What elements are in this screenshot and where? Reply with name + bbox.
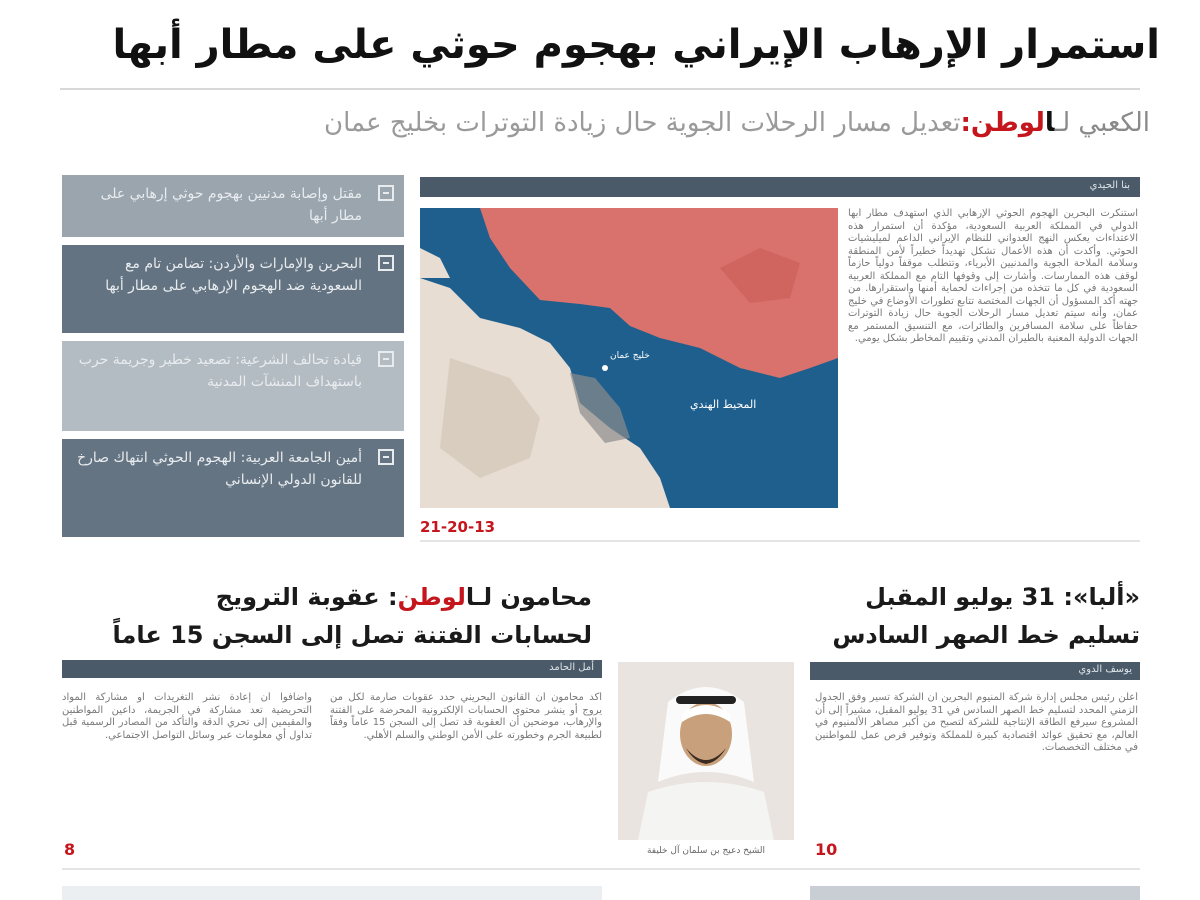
side-box-text: قيادة تحالف الشرعية: تصعيد خطير وجريمة حرب باستهداف المنشآت المدنية: [78, 352, 362, 390]
article-right-section-label: يوسف الدوي: [1078, 664, 1132, 675]
brand-red: لوطن: [970, 108, 1045, 138]
brand-prefix: ا: [1044, 108, 1055, 138]
main-article-divider: [420, 540, 1140, 542]
side-box-3[interactable]: [62, 341, 404, 431]
main-article-section-label: بنا الحيدي: [1089, 180, 1130, 191]
side-box-text: مقتل وإصابة مدنيين بهجوم حوثي إرهابي على مطار أبها: [100, 186, 362, 224]
article-right-title-line1: «ألبا»: 31 يوليو المقبل: [865, 583, 1140, 611]
checkbox-icon: [378, 449, 394, 465]
subhead-separator: :: [960, 108, 971, 138]
side-box-4[interactable]: [62, 439, 404, 537]
side-box-2[interactable]: [62, 245, 404, 333]
checkbox-icon: [378, 255, 394, 271]
subhead-rest: تعديل مسار الرحلات الجوية حال زيادة التوترات بخليج عمان: [324, 108, 961, 138]
title-lead: محامون لـ: [474, 583, 592, 611]
article-left-bar: [62, 660, 602, 678]
checkbox-icon: [378, 351, 394, 367]
article-left-column-2: وأضافوا أن إعادة نشر التغريدات أو مشاركة المواد التحريضية تعد مشاركة في الجريمة، داعين المواطنين والمقيمين إلى تحري الدقة والتأكد من المصادر الرسمية قبل تداول أي معلومات عبر وسائل التواصل الاجتماعي.: [62, 692, 312, 741]
brand-prefix: ا: [465, 583, 475, 611]
side-box-1[interactable]: [62, 175, 404, 237]
article-right-bar: [810, 662, 1140, 680]
portrait-photo: [618, 662, 794, 840]
portrait-caption: الشيخ دعيج بن سلمان آل خليفة: [646, 846, 766, 856]
map-graphic: [420, 208, 838, 508]
main-article-bar: [420, 177, 1140, 197]
next-article-strip-right: [810, 886, 1140, 900]
gulf-region-map: [420, 208, 838, 508]
subhead-lead: الكعبي لـ: [1054, 108, 1150, 138]
checkbox-icon: [378, 185, 394, 201]
article-left-title-line1: [60, 578, 592, 616]
article-left-title-line2: لحسابات الفتنة تصل إلى السجن 15 عاماً: [112, 621, 592, 649]
side-box-text: أمين الجامعة العربية: الهجوم الحوثي انتهاك صارخ للقانون الدولي الإنساني: [77, 450, 362, 488]
article-left-page-number: 8: [64, 840, 76, 859]
side-box-text: البحرين والإمارات والأردن: تضامن تام مع السعودية ضد الهجوم الإرهابي على مطار أبها: [105, 256, 362, 294]
map-label-gulf-of-oman: خليج عمان: [610, 351, 650, 361]
article-right-title[interactable]: [740, 578, 1140, 654]
article-right-body: أعلن رئيس مجلس إدارة شركة ألمنيوم البحرين أن الشركة تسير وفق الجدول الزمني المحدد لتسليم خط الصهر السادس في 31 يوليو المقبل، مشيراً إلى أن المشروع سيرفع الطاقة الإنتاجية للشركة لتصبح من أكبر مصاهر الألمنيوم في العالم، مع تحقيق عوائد اقتصادية كبيرة للمملكة وتوفير فرص عمل للمواطنين في مختلف التخصصات.: [815, 692, 1138, 753]
date-code: 21-20-13: [420, 518, 496, 536]
article-left-column-1: أكد محامون أن القانون البحريني حدد عقوبات صارمة لكل من يروج أو ينشر محتوى الحسابات الإلكترونية المحرضة على الفتنة والإرهاب، موضحين أن العقوبة قد تصل إلى السجن 15 عاماً وفقاً لطبيعة الجرم وخطورته على الأمن الوطني والسلم الأهلي.: [330, 692, 602, 741]
next-article-strip-left: [62, 886, 602, 900]
brand-logo-text: [971, 108, 1055, 138]
article-right-page-number: 10: [815, 840, 838, 859]
brand-logo-text: [398, 583, 475, 611]
main-headline: استمرار الإرهاب الإيراني بهجوم حوثي على مطار أبها: [112, 22, 1160, 68]
main-article-body: استنكرت البحرين الهجوم الحوثي الإرهابي الذي استهدف مطار أبها الدولي في المملكة العربية السعودية، مؤكدة أن استمرار هذه الاعتداءات يعكس النهج العدواني للنظام الإيراني الداعم لميليشيات الحوثي. وأكدت أن هذه الأعمال تشكل تهديداً خطيراً لأمن المنطقة وسلامة الملاحة الجوية والمدنيين الأبرياء، وتتطلب موقفاً دولياً حازماً لوقف هذه الممارسات. وأشارت إلى وقوفها التام مع المملكة العربية السعودية في كل ما تتخذه من إجراءات لحماية أمنها واستقرارها. من جهته أكد المسؤول أن الجهات المختصة تتابع تطورات الأوضاع في خليج عمان، وأنه سيتم تعديل مسار الرحلات الجوية حال زيادة التوترات حفاظاً على سلامة المسافرين والطائرات، مع التنسيق المستمر مع الجهات الدولية المعنية بالطيران المدني وتقييم المخاطر بشكل يومي.: [848, 208, 1138, 344]
header-divider: [60, 88, 1140, 90]
brand-red: لوطن: [397, 583, 466, 611]
article-left-section-label: أمل الحامد: [549, 662, 594, 673]
portrait-image: [618, 662, 794, 840]
title-rest: : عقوبة الترويج: [215, 583, 398, 611]
subheadline: [40, 100, 1150, 146]
article-right-title-line2: تسليم خط الصهر السادس: [832, 621, 1140, 649]
article-left-title[interactable]: [60, 578, 592, 654]
bottom-divider: [62, 868, 1140, 870]
map-label-indian-ocean: المحيط الهندي: [690, 398, 757, 411]
